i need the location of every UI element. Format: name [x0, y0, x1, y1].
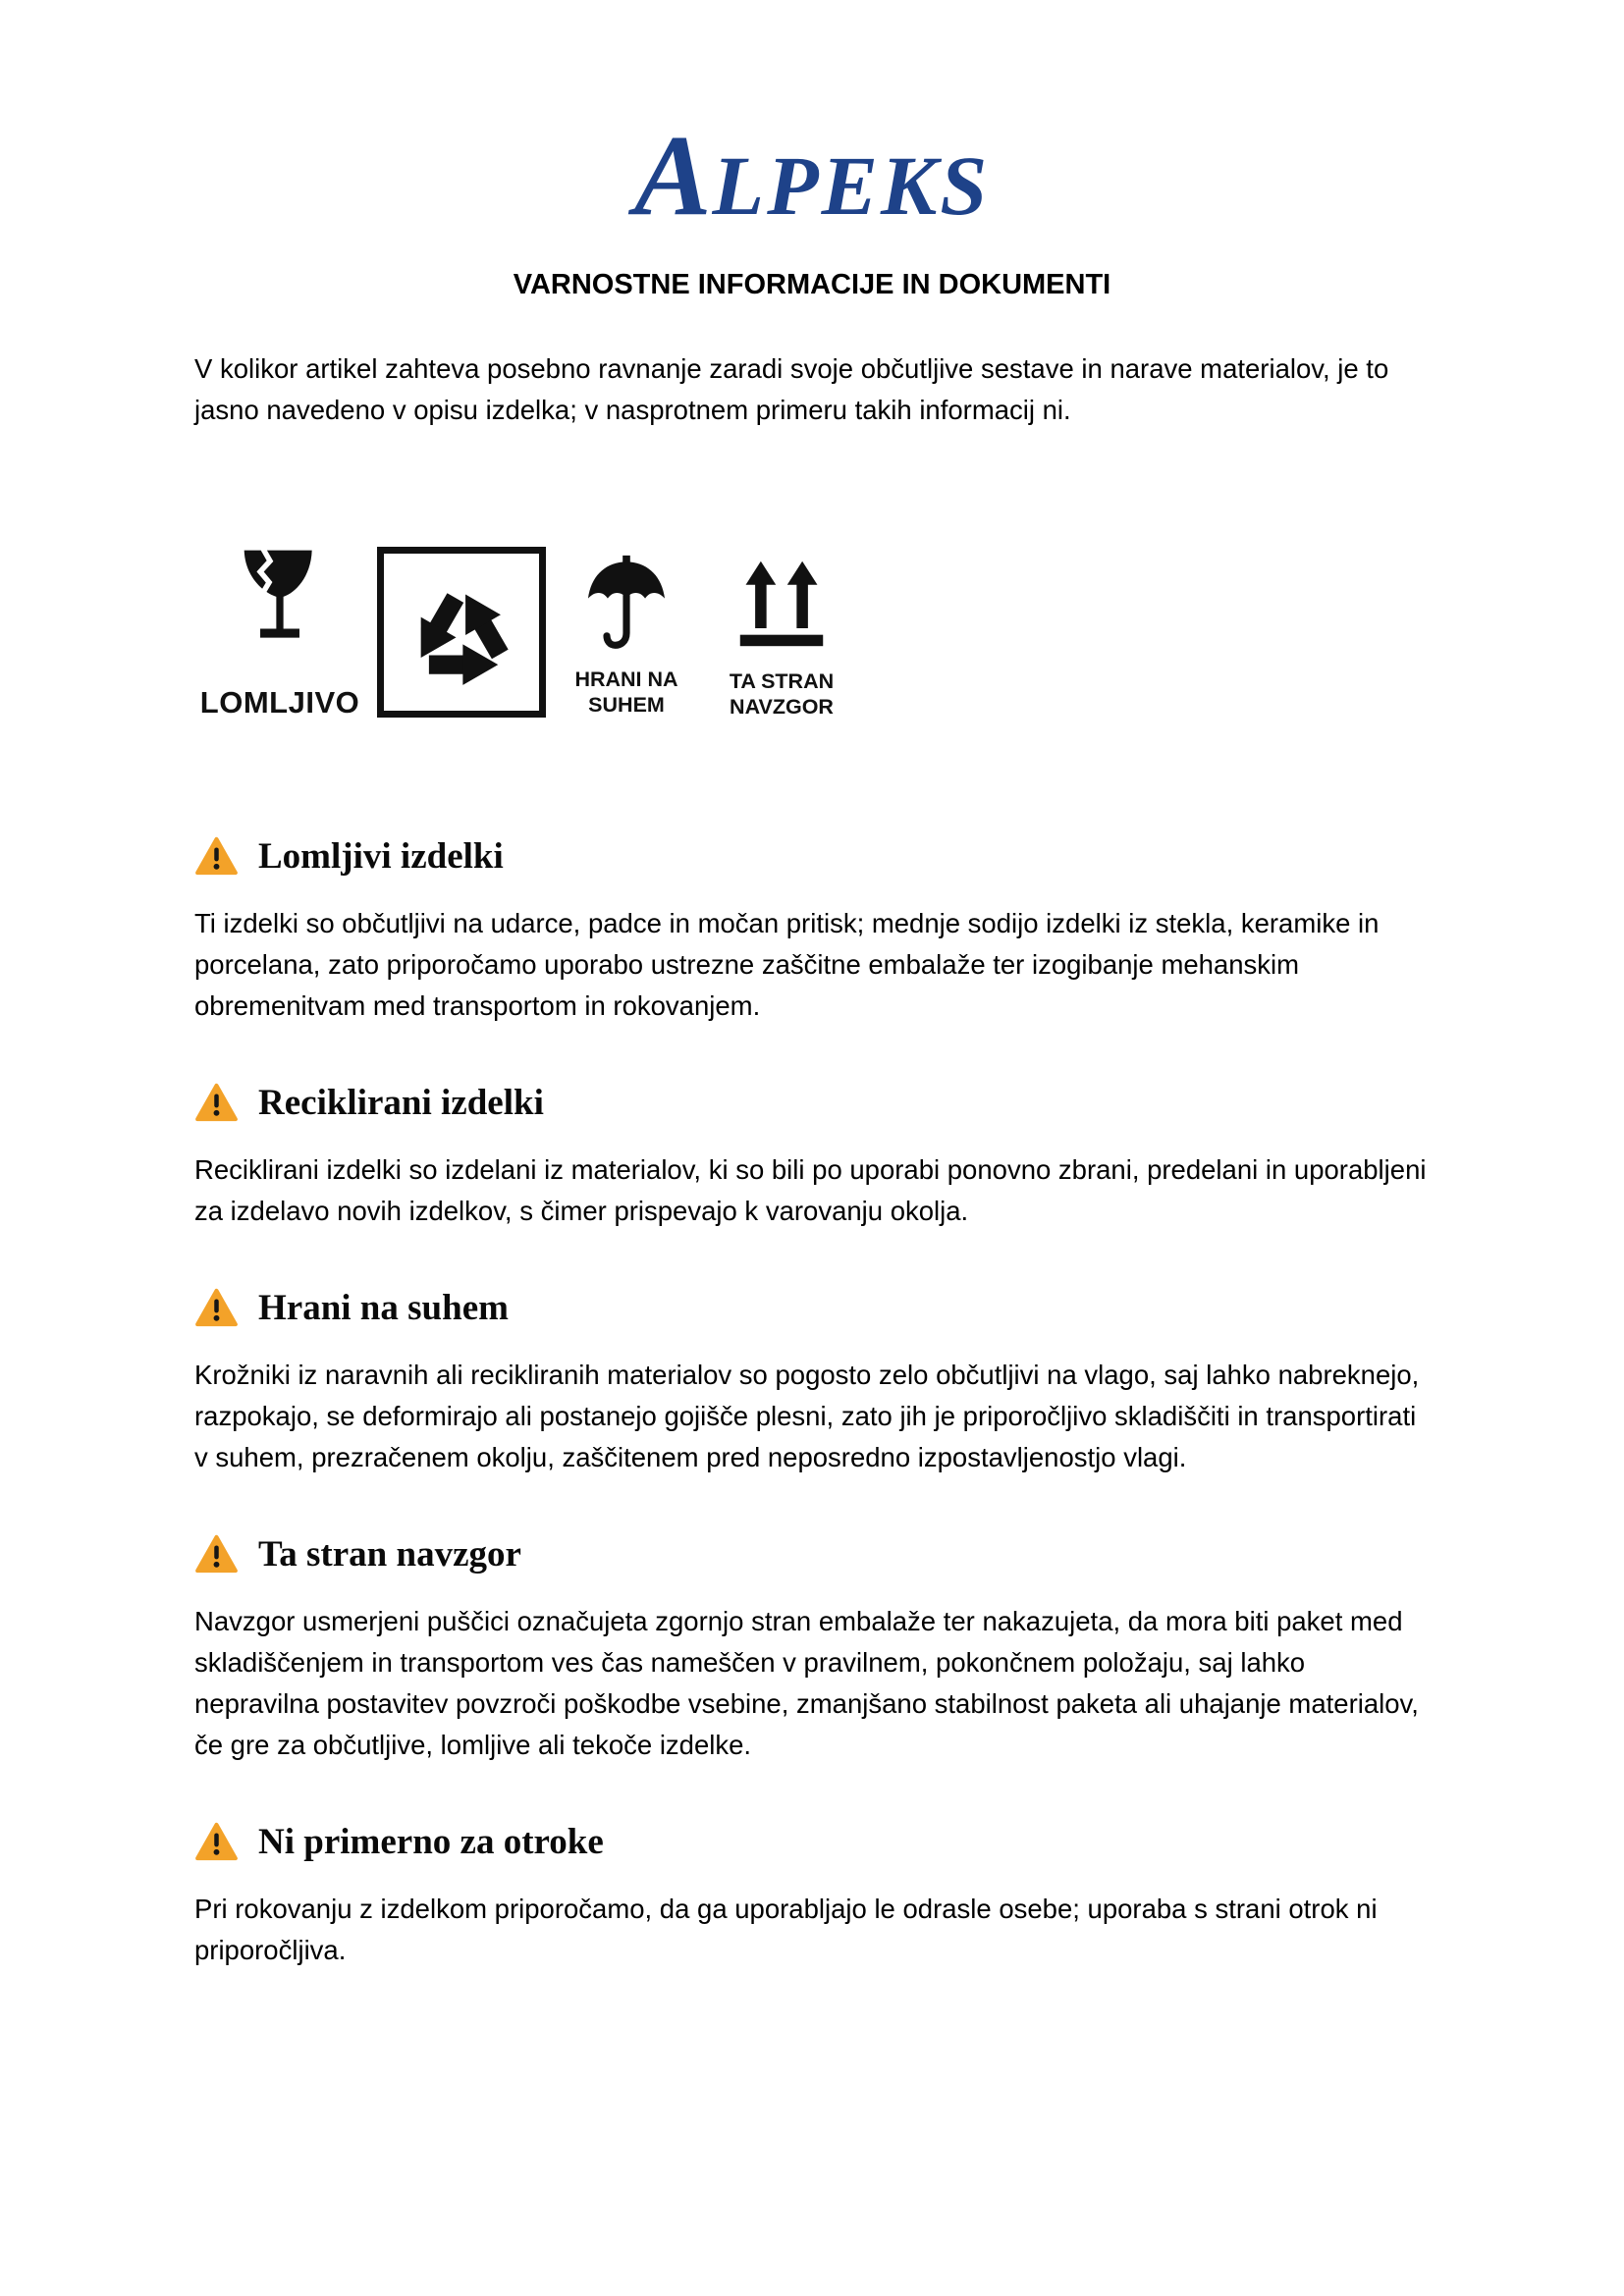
section-heading-text: Hrani na suhem	[258, 1287, 509, 1328]
symbol-fragile-label: LOMLJIVO	[199, 685, 360, 720]
section-body-text: Reciklirani izdelki so izdelani iz materialov, ki so bili po uporabi ponovno zbrani, predelani in uporabljeni za izdelavo novih izdelkov, s čimer prispevajo k varovanju okolja.	[194, 1153, 1427, 1226]
section-body-text: Krožniki iz naravnih ali recikliranih materialov so pogosto zelo občutljivi na vlago, saj lahko nabreknejo, razpokajo, se deformirajo ali postanejo gojišče plesni, zato jih je priporočljivo skladiščiti in transportirati v suhem, prezračenem okolju, zaščitenem pred neposredno izpostavljenostjo vlagi.	[194, 1359, 1420, 1472]
fragile-glass-icon	[235, 547, 325, 663]
section-fragile-products	[194, 835, 1430, 1027]
warning-icon	[194, 1082, 239, 1123]
intro-paragraph: V kolikor artikel zahteva posebno ravnanje zaradi svoje občutljive sestave in narave materialov, je to jasno navedeno v opisu izdelka; v nasprotnem primeru takih informacij ni.	[194, 353, 1389, 425]
section-body-text: Navzgor usmerjeni puščici označujeta zgornjo stran embalaže ter nakazujeta, da mora biti paket med skladiščenjem in transportom ves čas nameščen v pravilnem, pokončnem položaju, saj lahko nepravilna postavitev povzroči poškodbe vsebine, zmanjšano stabilnost paketa ali uhajanje materialov, če gre za občutljive, lomljive ali tekoče izdelke.	[194, 1605, 1419, 1760]
warning-icon	[194, 835, 239, 877]
section-heading-text: Lomljivi izdelki	[258, 835, 504, 877]
symbol-recyclable	[377, 547, 546, 718]
section-keep-dry	[194, 1287, 1430, 1478]
recycle-frame	[377, 547, 546, 718]
section-heading	[194, 1533, 1430, 1575]
section-body-text: Pri rokovanju z izdelkom priporočamo, da ga uporabljajo le odrasle osebe; uporaba s strani otrok ni priporočljiva.	[194, 1893, 1378, 1965]
section-heading	[194, 1821, 1430, 1863]
section-not-for-children	[194, 1821, 1430, 1971]
section-heading	[194, 1287, 1430, 1329]
section-recycled-products	[194, 1082, 1430, 1232]
logo-initial-letter: A	[633, 111, 713, 240]
section-heading	[194, 1082, 1430, 1124]
keep-dry-umbrella-icon	[579, 553, 674, 651]
section-heading-text: Ni primerno za otroke	[258, 1821, 604, 1862]
section-heading	[194, 835, 1430, 878]
symbol-this-side-up-label: TA STRAN NAVZGOR	[729, 669, 835, 720]
this-side-up-icon	[734, 557, 829, 651]
warning-icon	[194, 1287, 239, 1328]
section-this-side-up	[194, 1533, 1430, 1766]
section-heading-text: Ta stran navzgor	[258, 1533, 521, 1575]
warning-icon	[194, 1533, 239, 1575]
logo-rest-letters: LPEKS	[712, 138, 991, 233]
symbol-this-side-up	[721, 547, 842, 720]
symbol-fragile	[200, 547, 359, 721]
symbol-keep-dry	[562, 547, 691, 718]
recycling-icon	[394, 564, 529, 700]
section-body-text: Ti izdelki so občutljivi na udarce, padce in močan pritisk; mednje sodijo izdelki iz stekla, keramike in porcelana, zato priporočamo uporabo ustrezne zaščitne embalaže ter izogibanje mehanskim obremenitvam med transportom in rokovanjem.	[194, 907, 1380, 1021]
symbol-keep-dry-label: HRANI NA SUHEM	[574, 667, 678, 718]
packaging-symbols-row	[200, 547, 1430, 721]
company-logo	[633, 111, 991, 240]
warning-icon	[194, 1821, 239, 1862]
page-title: VARNOSTNE INFORMACIJE IN DOKUMENTI	[513, 269, 1111, 300]
section-heading-text: Reciklirani izdelki	[258, 1082, 544, 1123]
